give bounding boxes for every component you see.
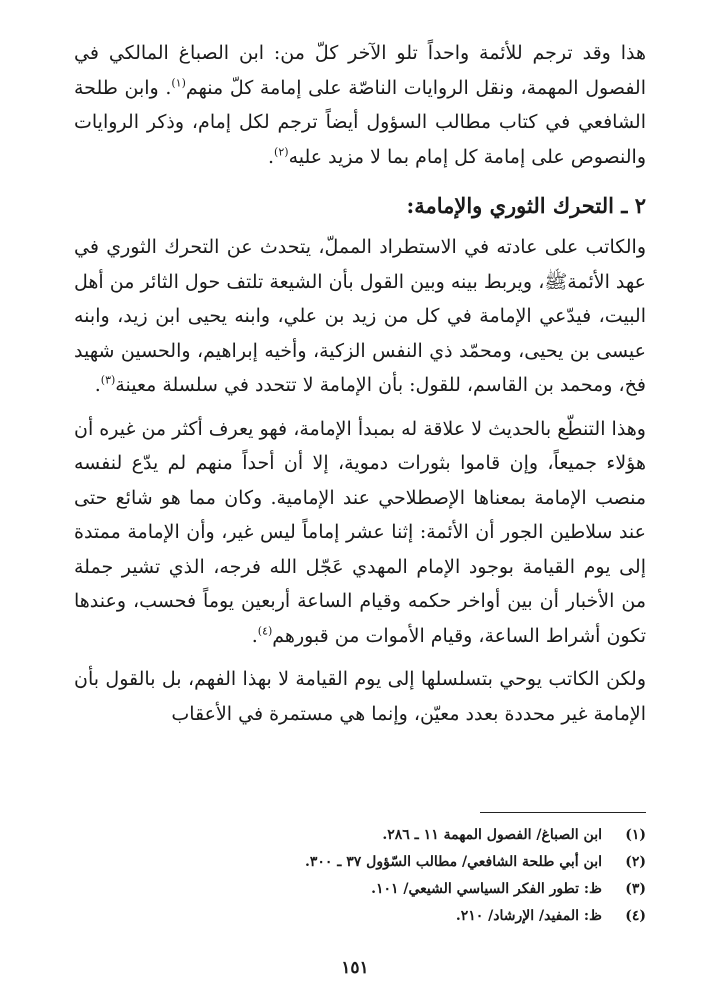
paragraph-1 <box>74 36 646 174</box>
paragraph-4 <box>74 662 646 731</box>
footnote-ref-2[interactable]: (٢) <box>274 145 289 159</box>
footnote-text: ظ: المفيد/ الإرشاد/ ٢١٠. <box>455 908 602 924</box>
footnote-text: ظ: تطور الفكر السياسي الشيعي/ ١٠١. <box>371 881 602 897</box>
footnote-text: ابن أبي طلحة الشافعي/ مطالب السّؤول ٣٧ ـ ٣٠٠. <box>304 854 602 870</box>
footnote-ref-3[interactable]: (٣) <box>100 373 116 387</box>
footnote-number: (٢) <box>625 854 646 870</box>
paragraph-1-end: . <box>268 145 275 168</box>
footnote-text: ابن الصباغ/ الفصول المهمة ١١ ـ ٢٨٦. <box>382 827 602 843</box>
footnote-ref-1[interactable]: (١) <box>171 76 186 90</box>
footnote-item <box>74 876 646 903</box>
paragraph-3-text: وهذا التنطّع بالحديث لا علاقة له بمبدأ الإمامة، فهو يعرف أكثر من غيره أن هؤلاء جميعاً، وإن قاموا بثورات دموية، إلا أن أحداً منهم لم يدّع لنفسه منصب الإمامة بمعناها الإصطلاحي عند الإمامية. وكان مما هو شائع حتى عند سلاطين الجور أن الأئمة: إثنا عشر إماماً ليس غير، وأن الإمامة ممتدة إلى يوم القيامة بوجود الإمام المهدي عَجّل الله فرجه، الذي تشير جملة من الأخبار أن بين أواخر حكمه وقيام الساعة أربعين يوماً فحسب، وعندها تكون أشراط الساعة، وقيام الأموات من قبورهم <box>74 417 646 647</box>
footnote-item <box>74 822 646 849</box>
paragraph-4-text: ولكن الكاتب يوحي بتسلسلها إلى يوم القيامة لا بهذا الفهم، بل بالقول بأن الإمامة غير محددة بعدد معيّن، وإنما هي مستمرة في الأعقاب <box>74 668 646 725</box>
paragraph-3 <box>74 412 646 654</box>
footnote-ref-4[interactable]: (٤) <box>257 624 273 638</box>
paragraph-2-text: والكاتب على عادته في الاستطراد المملّ، يتحدث عن التحرك الثوري في عهد الأئمةﷺ، ويربط بينه وبين القول بأن الشيعة تلتف حول الثائر من أهل البيت، فيدّعي الإمامة في كل من زيد بن علي، وابنه يحيى ابن زيد، وابنه عيسى بن يحيى، ومحمّد ذي النفس الزكية، وأخيه إبراهيم، والحسين شهيد فخ، ومحمد بن القاسم، للقول: بأن الإمامة لا تتحدد في سلسلة معينة <box>74 236 646 396</box>
paragraph-1-text: هذا وقد ترجم للأئمة واحداً تلو الآخر كلّ من: ابن الصباغ المالكي في الفصول المهمة، ونقل الروايات الناصّة على إمامة كلّ منهم <box>74 42 646 99</box>
footnote-number: (٤) <box>625 908 646 924</box>
footnote-divider <box>480 812 646 813</box>
paragraph-2-end: . <box>94 374 101 396</box>
footnote-item <box>74 849 646 876</box>
paragraph-2 <box>74 230 646 403</box>
footnote-number: (٣) <box>625 881 646 897</box>
section-heading: ٢ ـ التحرك الثوري والإمامة: <box>406 193 646 218</box>
body-text <box>74 36 646 731</box>
page-number: ١٥١ <box>341 958 369 978</box>
footnote-number: (١) <box>625 827 646 843</box>
paragraph-3-end: . <box>251 624 258 647</box>
footnote-item <box>74 903 646 930</box>
paragraph-1-text-2: . وابن طلحة الشافعي في كتاب مطالب السؤول أيضاً ترجم لكل إمام، وذكر الروايات والنصوص على إمامة كل إمام بما لا مزيد عليه <box>74 76 646 168</box>
footnotes-list <box>74 822 646 930</box>
